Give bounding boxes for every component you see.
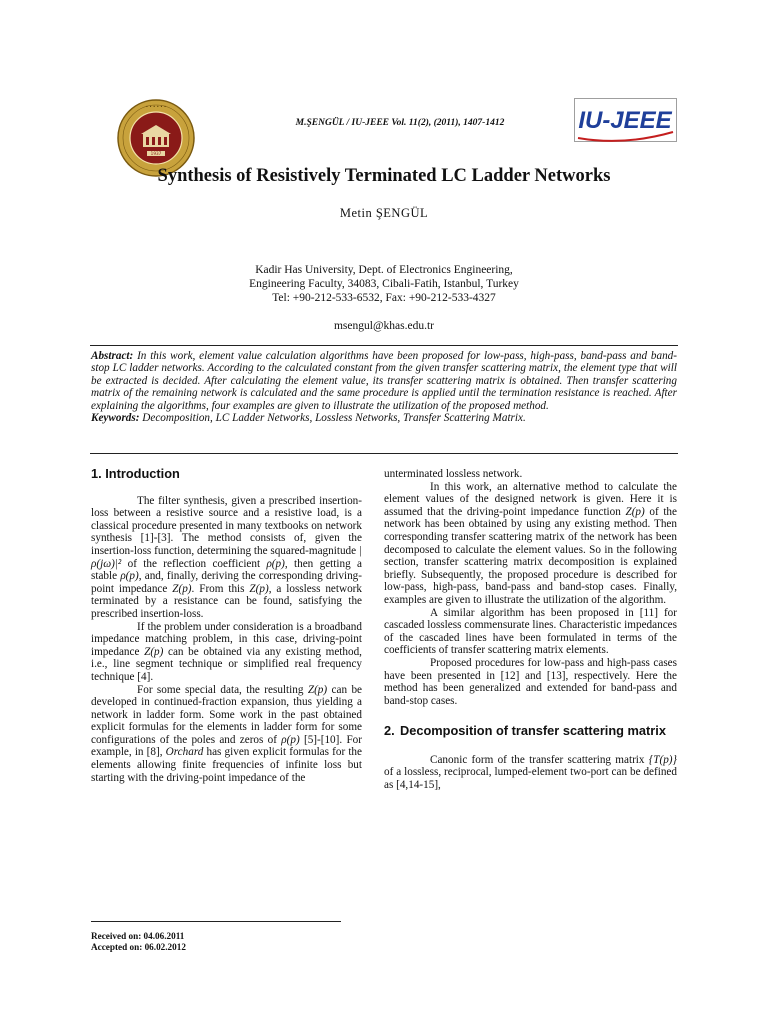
math-z-p: Z(p) bbox=[307, 683, 328, 696]
math-z-p: Z(p) bbox=[172, 582, 192, 595]
right-paragraph-2: A similar algorithm has been proposed in [11] for cascaded lossless commensurate lines. Characteristic impedances of the cascaded lines have been formulated in terms of the coefficients of transfer scattering matrix elements. bbox=[384, 606, 677, 657]
affiliation-line: Engineering Faculty, 34083, Cibali-Fatih, Istanbul, Turkey bbox=[249, 278, 519, 290]
right-paragraph-3: Proposed procedures for low-pass and high-pass cases have been presented in [12] and [13], respectively. Here the method has been generalized and extended for band-pass and band-stop cases. bbox=[384, 656, 677, 707]
running-head: M.ŞENGÜL / IU-JEEE Vol. 11(2), (2011), 1407-1412 bbox=[295, 118, 505, 128]
seal-year: 1937 bbox=[150, 151, 162, 156]
math-rho-jw: |ρ(jω)|² bbox=[91, 544, 363, 570]
keywords-text: Decomposition, LC Ladder Networks, Lossless Networks, Transfer Scattering Matrix. bbox=[139, 412, 526, 425]
svg-text:• • • • • •: • • • • • • bbox=[145, 104, 167, 109]
intro-paragraph-3: For some special data, the resulting Z(p) can be developed in continued-fraction expansion, thus yielding a network in ladder form. Some work in the past obtained explicit formulas for the elements in ladder form for some configurations of the poles and zeros of ρ(p) [5]-[10]. For example, in [8], Orchard has given explicit formulas for the elements allowing finite frequencies of infinite loss but starting with the driving-point impedance of the bbox=[91, 683, 362, 784]
math-z-p: Z(p) bbox=[625, 505, 645, 518]
math-rho-p: ρ(p) bbox=[281, 733, 300, 746]
author-email[interactable]: msengul@khas.edu.tr bbox=[333, 320, 435, 332]
author-name-orchard: Orchard bbox=[165, 746, 204, 759]
right-column bbox=[384, 468, 677, 792]
abstract-bottom-rule bbox=[90, 453, 678, 454]
intro-paragraph-2: If the problem under consideration is a broadband impedance matching problem, in this case, driving-point impedance Z(p) can be obtained via any existing method, i.e., line segment technique or simplified real frequency technique [4]. bbox=[91, 620, 362, 683]
affiliation bbox=[160, 263, 608, 305]
abstract-top-rule bbox=[90, 345, 678, 346]
right-paragraph-4: Canonic form of the transfer scattering matrix {T(p)} of a lossless, reciprocal, lumped-element two-port can be defined as [4,14-15], bbox=[384, 753, 677, 792]
journal-logo bbox=[574, 98, 677, 142]
affiliation-line: Tel: +90-212-533-6532, Fax: +90-212-533-4327 bbox=[272, 292, 496, 304]
right-paragraph-1: In this work, an alternative method to calculate the element values of the designed network is given. Here it is assumed that the driving-point impedance function Z(p) of the network has been obtained by using any existing method. Then corresponding transfer scattering matrix of the network has been decomposed to calculate the element values. So in the following section, transfer scattering matrix decomposition is explained briefly. Subsequently, the proposed procedure is described for low-pass, high-pass, band-pass and band-stop cases. Finally, examples are given to illustrate the utilization of the algorithm. bbox=[384, 480, 677, 606]
author-name: Metin ŞENGÜL bbox=[339, 206, 429, 220]
accepted-date: Accepted on: 06.02.2012 bbox=[91, 942, 186, 953]
abstract-block bbox=[91, 350, 677, 424]
section-heading-introduction: 1. Introduction bbox=[91, 466, 180, 481]
abstract-text: In this work, element value calculation algorithms have been proposed for low-pass, high-pass, band-pass and band-stop LC ladder networks. According to the calculated constant from the given transfer scattering matrix, the element type that will be extracted is decided. After calculating the element value, its transfer scattering matrix is obtained. Then transfer scattering matrix of the remaining network is calculated and the same procedure is applied until the termination resistance is reached. After explaining the algorithms, four examples are given to illustrate the utilization of the proposed method. bbox=[91, 350, 677, 412]
right-paragraph-0: unterminated lossless network. bbox=[384, 468, 523, 480]
intro-paragraph-1: The filter synthesis, given a prescribed insertion-loss between a resistive source and a resistive load, is a classical procedure presented in many textbooks on network synthesis [1]-[3]. The method consists of, given the insertion-loss function, determining the squared-magnitude |ρ(jω)|² of the reflection coefficient ρ(p), then getting a stable ρ(p), and, finally, deriving the corresponding driving-point impedance Z(p). From this Z(p), a lossless network terminated by a resistance can be found, satisfying the prescribed insertion-loss. bbox=[91, 494, 363, 620]
math-rho-p: ρ(p) bbox=[266, 557, 285, 570]
journal-logo-text: IU-JEEE bbox=[578, 107, 672, 134]
math-t-p: {T(p)} bbox=[648, 753, 677, 766]
footnote-rule bbox=[91, 921, 341, 922]
footnote bbox=[91, 931, 341, 953]
paper-title: Synthesis of Resistively Terminated LC Ladder Networks bbox=[157, 166, 611, 186]
keywords-label: Keywords: bbox=[91, 412, 140, 425]
math-rho-p: ρ(p) bbox=[120, 570, 139, 583]
math-z-p: Z(p) bbox=[249, 582, 269, 595]
received-date: Received on: 04.06.2011 bbox=[91, 931, 185, 941]
section-heading-decomposition: 2. Decomposition of transfer scattering matrix bbox=[384, 723, 666, 739]
affiliation-line: Kadir Has University, Dept. of Electronics Engineering, bbox=[255, 264, 513, 276]
abstract-label: Abstract: bbox=[91, 350, 134, 362]
left-column bbox=[91, 468, 362, 784]
math-z-p: Z(p) bbox=[144, 645, 164, 658]
